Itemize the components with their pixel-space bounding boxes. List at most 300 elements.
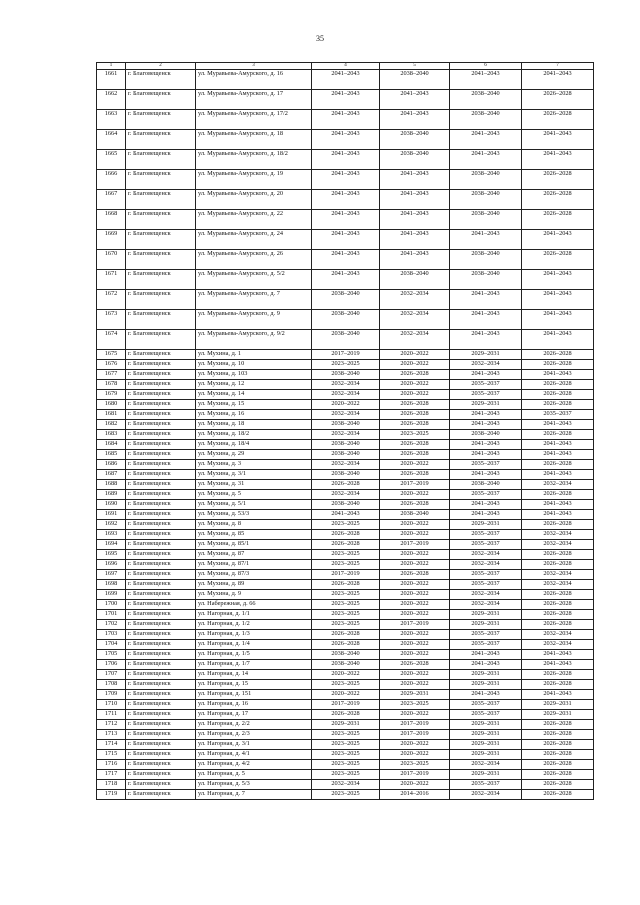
period-4-cell: 2041–2043 (522, 510, 594, 520)
city-cell: г. Благовещенск (126, 420, 196, 430)
period-4-cell: 2026–2028 (522, 600, 594, 610)
city-cell: г. Благовещенск (126, 470, 196, 480)
record-number-cell: 1680 (97, 400, 126, 410)
address-cell: ул. Мухина, д. 5/1 (196, 500, 312, 510)
period-2-cell: 2026–2028 (380, 470, 450, 480)
table-row (97, 250, 594, 270)
record-number-cell: 1662 (97, 90, 126, 110)
record-number-cell: 1704 (97, 640, 126, 650)
record-number-cell: 1666 (97, 170, 126, 190)
period-1-cell: 2038–2040 (312, 310, 380, 330)
period-2-cell: 2020–2022 (380, 710, 450, 720)
city-cell: г. Благовещенск (126, 440, 196, 450)
city-cell: г. Благовещенск (126, 130, 196, 150)
period-1-cell: 2041–2043 (312, 270, 380, 290)
address-cell: ул. Муравьева-Амурского, д. 22 (196, 210, 312, 230)
city-cell: г. Благовещенск (126, 270, 196, 290)
address-cell: ул. Нагорная, д. 1/5 (196, 650, 312, 660)
record-number-cell: 1664 (97, 130, 126, 150)
address-cell: ул. Нагорная, д. 14 (196, 670, 312, 680)
city-cell: г. Благовещенск (126, 360, 196, 370)
period-2-cell: 2020–2022 (380, 380, 450, 390)
period-3-cell: 2041–2043 (450, 330, 522, 350)
record-number-cell: 1677 (97, 370, 126, 380)
period-3-cell: 2029–2031 (450, 720, 522, 730)
period-2-cell: 2023–2025 (380, 430, 450, 440)
city-cell: г. Благовещенск (126, 330, 196, 350)
period-4-cell: 2026–2028 (522, 210, 594, 230)
period-2-cell: 2038–2040 (380, 150, 450, 170)
period-1-cell: 2041–2043 (312, 250, 380, 270)
period-4-cell: 2026–2028 (522, 460, 594, 470)
period-4-cell: 2026–2028 (522, 430, 594, 440)
period-4-cell: 2041–2043 (522, 370, 594, 380)
record-number-cell: 1694 (97, 540, 126, 550)
record-number-cell: 1673 (97, 310, 126, 330)
table-row (97, 510, 594, 520)
address-cell: ул. Мухина, д. 103 (196, 370, 312, 380)
table-row (97, 190, 594, 210)
period-3-cell: 2041–2043 (450, 290, 522, 310)
record-number-cell: 1672 (97, 290, 126, 310)
table-row (97, 780, 594, 790)
address-cell: ул. Мухина, д. 16 (196, 410, 312, 420)
period-3-cell: 2041–2043 (450, 150, 522, 170)
period-4-cell: 2041–2043 (522, 330, 594, 350)
record-number-cell: 1689 (97, 490, 126, 500)
period-1-cell: 2023–2025 (312, 760, 380, 770)
period-4-cell: 2026–2028 (522, 760, 594, 770)
column-number: 1 (97, 63, 126, 70)
period-1-cell: 2023–2025 (312, 610, 380, 620)
city-cell: г. Благовещенск (126, 490, 196, 500)
period-2-cell: 2020–2022 (380, 560, 450, 570)
city-cell: г. Благовещенск (126, 110, 196, 130)
record-number-cell: 1692 (97, 520, 126, 530)
record-number-cell: 1708 (97, 680, 126, 690)
period-3-cell: 2041–2043 (450, 650, 522, 660)
period-4-cell: 2032–2034 (522, 630, 594, 640)
period-1-cell: 2020–2022 (312, 670, 380, 680)
period-1-cell: 2023–2025 (312, 730, 380, 740)
record-number-cell: 1663 (97, 110, 126, 130)
period-1-cell: 2023–2025 (312, 360, 380, 370)
period-4-cell: 2035–2037 (522, 410, 594, 420)
period-4-cell: 2026–2028 (522, 360, 594, 370)
period-1-cell: 2023–2025 (312, 790, 380, 800)
city-cell: г. Благовещенск (126, 780, 196, 790)
city-cell: г. Благовещенск (126, 730, 196, 740)
period-2-cell: 2038–2040 (380, 510, 450, 520)
period-2-cell: 2020–2022 (380, 600, 450, 610)
table-row (97, 610, 594, 620)
period-1-cell: 2041–2043 (312, 150, 380, 170)
table-row (97, 700, 594, 710)
period-1-cell: 2041–2043 (312, 110, 380, 130)
record-number-cell: 1668 (97, 210, 126, 230)
city-cell: г. Благовещенск (126, 650, 196, 660)
table-body (97, 70, 594, 800)
city-cell: г. Благовещенск (126, 510, 196, 520)
record-number-cell: 1705 (97, 650, 126, 660)
period-2-cell: 2041–2043 (380, 170, 450, 190)
period-3-cell: 2038–2040 (450, 270, 522, 290)
address-cell: ул. Нагорная, д. 5 (196, 770, 312, 780)
address-cell: ул. Мухина, д. 3 (196, 460, 312, 470)
record-number-cell: 1683 (97, 430, 126, 440)
city-cell: г. Благовещенск (126, 560, 196, 570)
table-row (97, 290, 594, 310)
record-number-cell: 1699 (97, 590, 126, 600)
period-1-cell: 2023–2025 (312, 740, 380, 750)
city-cell: г. Благовещенск (126, 380, 196, 390)
period-1-cell: 2020–2022 (312, 400, 380, 410)
period-2-cell: 2017–2019 (380, 720, 450, 730)
table-row (97, 380, 594, 390)
period-1-cell: 2023–2025 (312, 600, 380, 610)
period-1-cell: 2026–2028 (312, 480, 380, 490)
address-cell: ул. Нагорная, д. 3/1 (196, 740, 312, 750)
period-2-cell: 2020–2022 (380, 490, 450, 500)
period-4-cell: 2026–2028 (522, 680, 594, 690)
period-2-cell: 2017–2019 (380, 620, 450, 630)
period-3-cell: 2032–2034 (450, 360, 522, 370)
period-1-cell: 2026–2028 (312, 580, 380, 590)
period-2-cell: 2020–2022 (380, 670, 450, 680)
table-row (97, 410, 594, 420)
period-1-cell: 2023–2025 (312, 590, 380, 600)
period-3-cell: 2041–2043 (450, 450, 522, 460)
address-cell: ул. Нагорная, д. 1/4 (196, 640, 312, 650)
city-cell: г. Благовещенск (126, 680, 196, 690)
period-2-cell: 2026–2028 (380, 420, 450, 430)
city-cell: г. Благовещенск (126, 250, 196, 270)
table-row (97, 720, 594, 730)
period-2-cell: 2023–2025 (380, 700, 450, 710)
period-2-cell: 2038–2040 (380, 130, 450, 150)
table-row (97, 330, 594, 350)
period-1-cell: 2038–2040 (312, 370, 380, 380)
period-4-cell: 2026–2028 (522, 720, 594, 730)
table-row (97, 430, 594, 440)
table-row (97, 710, 594, 720)
period-1-cell: 2026–2028 (312, 640, 380, 650)
period-1-cell: 2020–2022 (312, 690, 380, 700)
city-cell: г. Благовещенск (126, 770, 196, 780)
record-number-cell: 1709 (97, 690, 126, 700)
address-cell: ул. Нагорная, д. 16 (196, 700, 312, 710)
period-2-cell: 2020–2022 (380, 530, 450, 540)
period-3-cell: 2038–2040 (450, 210, 522, 230)
city-cell: г. Благовещенск (126, 430, 196, 440)
period-4-cell: 2041–2043 (522, 150, 594, 170)
city-cell: г. Благовещенск (126, 480, 196, 490)
table-row (97, 270, 594, 290)
table-row (97, 420, 594, 430)
record-number-cell: 1661 (97, 70, 126, 90)
record-number-cell: 1702 (97, 620, 126, 630)
period-3-cell: 2041–2043 (450, 500, 522, 510)
table-row (97, 70, 594, 90)
table-row (97, 680, 594, 690)
period-3-cell: 2029–2031 (450, 350, 522, 360)
address-cell: ул. Мухина, д. 15 (196, 400, 312, 410)
period-1-cell: 2023–2025 (312, 620, 380, 630)
city-cell: г. Благовещенск (126, 640, 196, 650)
period-4-cell: 2026–2028 (522, 380, 594, 390)
period-1-cell: 2041–2043 (312, 130, 380, 150)
city-cell: г. Благовещенск (126, 90, 196, 110)
period-2-cell: 2032–2034 (380, 330, 450, 350)
period-4-cell: 2026–2028 (522, 170, 594, 190)
table-row (97, 150, 594, 170)
period-3-cell: 2035–2037 (450, 490, 522, 500)
address-cell: ул. Нагорная, д. 2/2 (196, 720, 312, 730)
period-4-cell: 2026–2028 (522, 550, 594, 560)
period-3-cell: 2041–2043 (450, 510, 522, 520)
period-3-cell: 2029–2031 (450, 750, 522, 760)
city-cell: г. Благовещенск (126, 700, 196, 710)
address-cell: ул. Мухина, д. 53/3 (196, 510, 312, 520)
period-2-cell: 2020–2022 (380, 650, 450, 660)
address-cell: ул. Мухина, д. 87/3 (196, 570, 312, 580)
period-2-cell: 2020–2022 (380, 580, 450, 590)
table-row (97, 370, 594, 380)
table-row (97, 580, 594, 590)
address-cell: ул. Муравьева-Амурского, д. 16 (196, 70, 312, 90)
period-2-cell: 2029–2031 (380, 690, 450, 700)
period-4-cell: 2026–2028 (522, 780, 594, 790)
period-2-cell: 2032–2034 (380, 310, 450, 330)
city-cell: г. Благовещенск (126, 520, 196, 530)
period-1-cell: 2038–2040 (312, 660, 380, 670)
city-cell: г. Благовещенск (126, 610, 196, 620)
period-1-cell: 2041–2043 (312, 90, 380, 110)
table-row (97, 630, 594, 640)
record-number-cell: 1706 (97, 660, 126, 670)
address-cell: ул. Нагорная, д. 1/7 (196, 660, 312, 670)
period-4-cell: 2041–2043 (522, 470, 594, 480)
record-number-cell: 1665 (97, 150, 126, 170)
period-1-cell: 2041–2043 (312, 210, 380, 230)
address-cell: ул. Нагорная, д. 2/3 (196, 730, 312, 740)
city-cell: г. Благовещенск (126, 400, 196, 410)
table-row (97, 690, 594, 700)
address-cell: ул. Мухина, д. 14 (196, 390, 312, 400)
column-number: 7 (522, 63, 594, 70)
period-2-cell: 2026–2028 (380, 570, 450, 580)
address-cell: ул. Набережная, д. 66 (196, 600, 312, 610)
period-4-cell: 2026–2028 (522, 740, 594, 750)
period-2-cell: 2017–2019 (380, 730, 450, 740)
city-cell: г. Благовещенск (126, 150, 196, 170)
column-number: 6 (450, 63, 522, 70)
period-3-cell: 2029–2031 (450, 730, 522, 740)
city-cell: г. Благовещенск (126, 70, 196, 90)
period-2-cell: 2026–2028 (380, 660, 450, 670)
record-number-cell: 1715 (97, 750, 126, 760)
table-row (97, 660, 594, 670)
period-4-cell: 2026–2028 (522, 750, 594, 760)
table-row (97, 170, 594, 190)
address-cell: ул. Нагорная, д. 1/1 (196, 610, 312, 620)
period-1-cell: 2026–2028 (312, 530, 380, 540)
period-3-cell: 2035–2037 (450, 700, 522, 710)
period-1-cell: 2032–2034 (312, 490, 380, 500)
table-row (97, 130, 594, 150)
period-3-cell: 2041–2043 (450, 310, 522, 330)
record-number-cell: 1712 (97, 720, 126, 730)
period-3-cell: 2035–2037 (450, 390, 522, 400)
period-3-cell: 2041–2043 (450, 690, 522, 700)
city-cell: г. Благовещенск (126, 410, 196, 420)
period-3-cell: 2038–2040 (450, 190, 522, 210)
period-2-cell: 2041–2043 (380, 230, 450, 250)
address-cell: ул. Нагорная, д. 1/3 (196, 630, 312, 640)
period-1-cell: 2023–2025 (312, 560, 380, 570)
record-number-cell: 1718 (97, 780, 126, 790)
period-3-cell: 2038–2040 (450, 480, 522, 490)
table-row (97, 760, 594, 770)
address-cell: ул. Мухина, д. 29 (196, 450, 312, 460)
period-1-cell: 2041–2043 (312, 190, 380, 210)
city-cell: г. Благовещенск (126, 760, 196, 770)
city-cell: г. Благовещенск (126, 620, 196, 630)
record-number-cell: 1675 (97, 350, 126, 360)
period-2-cell: 2026–2028 (380, 370, 450, 380)
period-3-cell: 2035–2037 (450, 710, 522, 720)
period-1-cell: 2041–2043 (312, 230, 380, 250)
period-4-cell: 2041–2043 (522, 650, 594, 660)
address-cell: ул. Мухина, д. 1 (196, 350, 312, 360)
period-3-cell: 2038–2040 (450, 170, 522, 190)
period-4-cell: 2026–2028 (522, 790, 594, 800)
period-3-cell: 2038–2040 (450, 430, 522, 440)
period-1-cell: 2032–2034 (312, 390, 380, 400)
column-number-row (97, 63, 594, 70)
period-1-cell: 2038–2040 (312, 330, 380, 350)
period-4-cell: 2026–2028 (522, 620, 594, 630)
table-row (97, 90, 594, 110)
address-cell: ул. Муравьева-Амурского, д. 17 (196, 90, 312, 110)
period-1-cell: 2023–2025 (312, 520, 380, 530)
period-2-cell: 2026–2028 (380, 450, 450, 460)
record-number-cell: 1714 (97, 740, 126, 750)
address-cell: ул. Муравьева-Амурского, д. 18/2 (196, 150, 312, 170)
address-cell: ул. Нагорная, д. 5/3 (196, 780, 312, 790)
period-4-cell: 2041–2043 (522, 230, 594, 250)
period-4-cell: 2026–2028 (522, 560, 594, 570)
period-3-cell: 2032–2034 (450, 560, 522, 570)
table-row (97, 470, 594, 480)
city-cell: г. Благовещенск (126, 590, 196, 600)
period-1-cell: 2032–2034 (312, 380, 380, 390)
address-cell: ул. Муравьева-Амурского, д. 9 (196, 310, 312, 330)
city-cell: г. Благовещенск (126, 670, 196, 680)
city-cell: г. Благовещенск (126, 460, 196, 470)
period-1-cell: 2041–2043 (312, 510, 380, 520)
period-4-cell: 2032–2034 (522, 640, 594, 650)
period-3-cell: 2038–2040 (450, 250, 522, 270)
period-1-cell: 2038–2040 (312, 420, 380, 430)
period-1-cell: 2023–2025 (312, 550, 380, 560)
period-2-cell: 2017–2019 (380, 770, 450, 780)
table-row (97, 640, 594, 650)
address-cell: ул. Нагорная, д. 4/2 (196, 760, 312, 770)
period-3-cell: 2032–2034 (450, 550, 522, 560)
record-number-cell: 1695 (97, 550, 126, 560)
period-4-cell: 2026–2028 (522, 190, 594, 210)
period-2-cell: 2038–2040 (380, 270, 450, 290)
address-cell: ул. Мухина, д. 5 (196, 490, 312, 500)
table-row (97, 480, 594, 490)
period-4-cell: 2026–2028 (522, 520, 594, 530)
period-1-cell: 2038–2040 (312, 500, 380, 510)
period-2-cell: 2020–2022 (380, 780, 450, 790)
table-row (97, 620, 594, 630)
period-1-cell: 2017–2019 (312, 700, 380, 710)
table-row (97, 440, 594, 450)
city-cell: г. Благовещенск (126, 310, 196, 330)
address-cell: ул. Муравьева-Амурского, д. 24 (196, 230, 312, 250)
table-row (97, 310, 594, 330)
schedule-table (96, 62, 594, 800)
record-number-cell: 1685 (97, 450, 126, 460)
period-3-cell: 2041–2043 (450, 230, 522, 250)
city-cell: г. Благовещенск (126, 570, 196, 580)
address-cell: ул. Мухина, д. 9 (196, 590, 312, 600)
period-3-cell: 2038–2040 (450, 90, 522, 110)
period-2-cell: 2020–2022 (380, 750, 450, 760)
period-2-cell: 2020–2022 (380, 390, 450, 400)
period-3-cell: 2029–2031 (450, 610, 522, 620)
period-3-cell: 2041–2043 (450, 420, 522, 430)
address-cell: ул. Мухина, д. 18 (196, 420, 312, 430)
city-cell: г. Благовещенск (126, 190, 196, 210)
record-number-cell: 1710 (97, 700, 126, 710)
table-row (97, 460, 594, 470)
period-3-cell: 2029–2031 (450, 680, 522, 690)
city-cell: г. Благовещенск (126, 390, 196, 400)
city-cell: г. Благовещенск (126, 530, 196, 540)
table-row (97, 520, 594, 530)
period-1-cell: 2026–2028 (312, 710, 380, 720)
period-2-cell: 2026–2028 (380, 440, 450, 450)
table-row (97, 490, 594, 500)
table-row (97, 450, 594, 460)
period-2-cell: 2026–2028 (380, 400, 450, 410)
record-number-cell: 1703 (97, 630, 126, 640)
period-1-cell: 2041–2043 (312, 170, 380, 190)
record-number-cell: 1690 (97, 500, 126, 510)
city-cell: г. Благовещенск (126, 540, 196, 550)
period-3-cell: 2029–2031 (450, 770, 522, 780)
period-4-cell: 2032–2034 (522, 540, 594, 550)
table-row (97, 740, 594, 750)
city-cell: г. Благовещенск (126, 350, 196, 360)
period-1-cell: 2038–2040 (312, 290, 380, 310)
period-4-cell: 2029–2031 (522, 710, 594, 720)
address-cell: ул. Нагорная, д. 17 (196, 710, 312, 720)
period-2-cell: 2038–2040 (380, 70, 450, 90)
table-row (97, 540, 594, 550)
address-cell: ул. Мухина, д. 87/1 (196, 560, 312, 570)
period-4-cell: 2026–2028 (522, 110, 594, 130)
period-4-cell: 2041–2043 (522, 310, 594, 330)
table-row (97, 210, 594, 230)
period-1-cell: 2038–2040 (312, 440, 380, 450)
column-number: 5 (380, 63, 450, 70)
